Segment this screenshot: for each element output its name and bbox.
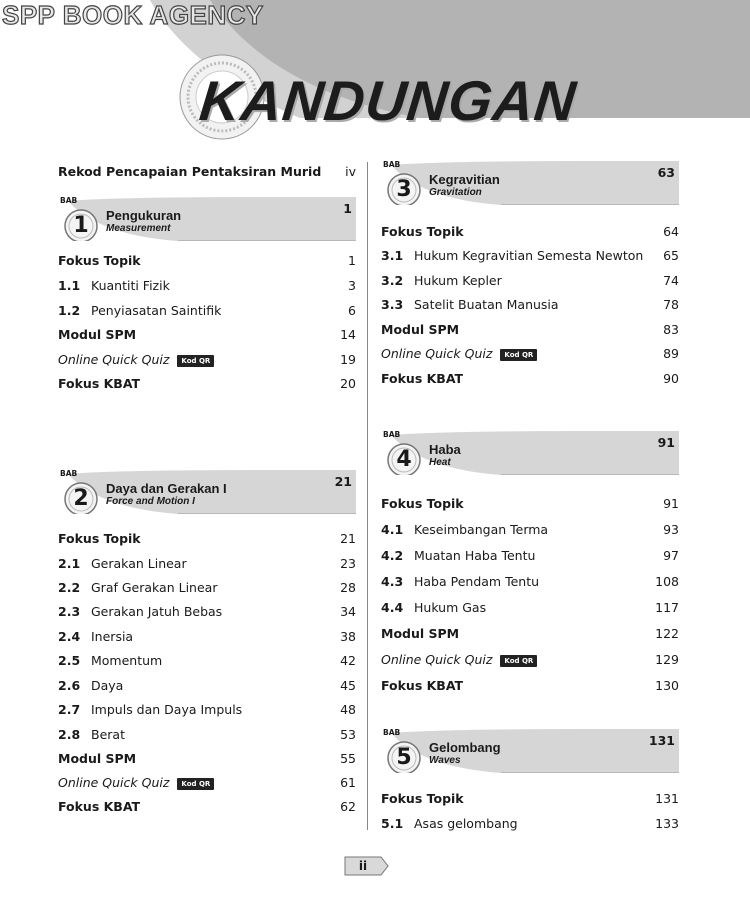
toc-entry[interactable]	[58, 578, 356, 598]
section-label: Haba Pendam Tentu	[414, 574, 540, 589]
quiz-label: Online Quick Quiz	[381, 346, 493, 361]
entry-label: Fokus Topik	[381, 224, 464, 239]
entry-label: Modul SPM	[58, 327, 137, 342]
chapter-subtitle: Measurement	[106, 223, 171, 234]
bab-label: BAB	[383, 160, 401, 169]
chapter-header[interactable]	[381, 727, 679, 773]
chapter-2	[58, 468, 356, 828]
toc-entry[interactable]	[381, 814, 679, 834]
bab-label: BAB	[60, 469, 78, 478]
entry-label: Fokus KBAT	[381, 371, 464, 386]
bab-label: BAB	[383, 728, 401, 737]
entry-page: 55	[340, 751, 356, 766]
watermark: SPP BOOK AGENCY	[2, 0, 264, 30]
toc-entry[interactable]	[381, 598, 679, 618]
toc-entry[interactable]	[58, 602, 356, 622]
entry-page: 65	[663, 248, 679, 263]
chapter-page: 131	[648, 733, 675, 748]
entry-page: 131	[655, 791, 679, 806]
entry-page: 130	[655, 678, 679, 693]
entry-page: 6	[348, 303, 356, 318]
section-label: Hukum Gas	[414, 600, 487, 615]
toc-entry[interactable]	[58, 301, 356, 321]
entry-page: 42	[340, 653, 356, 668]
section-label: Keseimbangan Terma	[414, 522, 549, 537]
section-number: 2.8	[58, 727, 81, 742]
toc-entry[interactable]	[381, 271, 679, 291]
section-number: 4.1	[381, 522, 404, 537]
toc-entry[interactable]	[58, 651, 356, 671]
entry-page: 122	[655, 626, 679, 641]
bab-label: BAB	[383, 430, 401, 439]
entry-page: 28	[340, 580, 356, 595]
section-number: 2.3	[58, 604, 81, 619]
section-label: Inersia	[91, 629, 134, 644]
chapter-title: Gelombang	[429, 740, 501, 755]
chapter-1	[58, 195, 356, 410]
entry-page: 83	[663, 322, 679, 337]
chapter-header[interactable]	[381, 159, 679, 205]
section-number: 3.2	[381, 273, 404, 288]
chapter-number: 4	[396, 447, 412, 472]
chapter-number: 1	[73, 213, 89, 238]
entry-page: 19	[340, 352, 356, 367]
section-number: 2.2	[58, 580, 81, 595]
chapter-banner	[381, 159, 679, 205]
entry-label: Fokus Topik	[58, 531, 141, 546]
page-number: ii	[358, 859, 368, 873]
toc-entry[interactable]	[381, 572, 679, 592]
chapter-3	[381, 159, 679, 394]
entry-page: 61	[340, 775, 356, 790]
entry-label: Fokus KBAT	[58, 376, 141, 391]
page-number-tab	[343, 856, 389, 876]
entry-page: 1	[348, 253, 356, 268]
section-label: Hukum Kegravitian Semesta Newton	[414, 248, 644, 263]
entry-page: 62	[340, 799, 356, 814]
entry-page: 133	[655, 816, 679, 831]
toc-entry[interactable]	[58, 325, 356, 345]
section-number: 2.5	[58, 653, 81, 668]
entry-page: 97	[663, 548, 679, 563]
toc-entry[interactable]	[58, 627, 356, 647]
toc-entry[interactable]	[58, 374, 356, 394]
toc-entry[interactable]	[58, 554, 356, 574]
section-label: Gerakan Linear	[91, 556, 187, 571]
entry-page: 23	[340, 556, 356, 571]
section-label: Muatan Haba Tentu	[414, 548, 536, 563]
section-label: Impuls dan Daya Impuls	[91, 702, 243, 717]
section-label: Berat	[91, 727, 125, 742]
section-number: 3.3	[381, 297, 404, 312]
section-label: Satelit Buatan Manusia	[414, 297, 559, 312]
toc-entry[interactable]	[58, 773, 356, 793]
page-title: KANDUNGAN	[196, 69, 580, 132]
section-label: Penyiasatan Saintifik	[91, 303, 222, 318]
chapter-banner	[58, 195, 356, 241]
toc-entry[interactable]	[58, 276, 356, 296]
section-label: Gerakan Jatuh Bebas	[91, 604, 223, 619]
chapter-subtitle: Gravitation	[429, 187, 482, 198]
entry-page: 93	[663, 522, 679, 537]
chapter-subtitle: Heat	[429, 457, 451, 468]
entry-page: 3	[348, 278, 356, 293]
chapter-header[interactable]	[58, 195, 356, 241]
chapter-5	[381, 727, 679, 837]
chapter-page: 63	[657, 165, 675, 180]
chapter-number: 3	[396, 177, 412, 202]
chapter-banner	[381, 727, 679, 773]
section-label: Hukum Kepler	[414, 273, 502, 288]
bab-label: BAB	[60, 196, 78, 205]
entry-label: Fokus KBAT	[381, 678, 464, 693]
chapter-header[interactable]	[58, 468, 356, 514]
quiz-label: Online Quick Quiz	[58, 775, 170, 790]
entry-page: 38	[340, 629, 356, 644]
entry-page: 34	[340, 604, 356, 619]
entry-page: 45	[340, 678, 356, 693]
section-number: 2.1	[58, 556, 81, 571]
chapter-banner	[381, 429, 679, 475]
entry-label: Fokus Topik	[381, 496, 464, 511]
chapter-title: Haba	[429, 442, 461, 457]
entry-label: Modul SPM	[58, 751, 137, 766]
entry-page: 90	[663, 371, 679, 386]
toc-entry[interactable]	[381, 246, 679, 266]
entry-label: Fokus Topik	[381, 791, 464, 806]
column-divider	[367, 162, 368, 830]
toc-entry[interactable]	[58, 749, 356, 769]
toc-entry[interactable]	[381, 320, 679, 340]
toc-entry[interactable]	[58, 700, 356, 720]
qr-code-badge[interactable]: Kod QR	[500, 349, 537, 361]
toc-entry[interactable]	[381, 624, 679, 644]
section-number: 4.4	[381, 600, 404, 615]
chapter-title: Kegravitian	[429, 172, 500, 187]
toc-entry[interactable]	[381, 369, 679, 389]
section-label: Asas gelombang	[414, 816, 518, 831]
chapter-page: 1	[343, 201, 352, 216]
entry-page: 89	[663, 346, 679, 361]
section-number: 5.1	[381, 816, 404, 831]
intro-page: iv	[345, 164, 356, 179]
entry-label: Modul SPM	[381, 322, 460, 337]
entry-page: 129	[655, 652, 679, 667]
section-number: 4.3	[381, 574, 404, 589]
toc-entry[interactable]	[381, 676, 679, 696]
entry-label: Fokus Topik	[58, 253, 141, 268]
chapter-page: 91	[657, 435, 675, 450]
chapter-header[interactable]	[381, 429, 679, 475]
section-number: 3.1	[381, 248, 404, 263]
qr-code-badge[interactable]: Kod QR	[177, 355, 214, 367]
toc-entry[interactable]	[381, 789, 679, 809]
section-number: 1.2	[58, 303, 81, 318]
toc-entry[interactable]	[381, 650, 679, 670]
entry-page: 21	[340, 531, 356, 546]
entry-page: 78	[663, 297, 679, 312]
toc-entry[interactable]	[381, 546, 679, 566]
toc-entry[interactable]	[381, 520, 679, 540]
quiz-label: Online Quick Quiz	[381, 652, 493, 667]
entry-page: 74	[663, 273, 679, 288]
intro-label: Rekod Pencapaian Pentaksiran Murid	[58, 164, 322, 179]
toc-entry[interactable]	[58, 350, 356, 370]
entry-label: Fokus KBAT	[58, 799, 141, 814]
entry-label: Modul SPM	[381, 626, 460, 641]
entry-page: 53	[340, 727, 356, 742]
entry-page: 108	[655, 574, 679, 589]
section-number: 4.2	[381, 548, 404, 563]
toc-entry[interactable]	[381, 222, 679, 242]
chapter-number: 2	[73, 486, 89, 511]
chapter-subtitle: Waves	[429, 755, 461, 766]
section-number: 2.7	[58, 702, 81, 717]
toc-entry[interactable]	[381, 295, 679, 315]
qr-code-badge[interactable]: Kod QR	[177, 778, 214, 790]
entry-page: 20	[340, 376, 356, 391]
section-number: 2.6	[58, 678, 81, 693]
entry-page: 117	[655, 600, 679, 615]
section-label: Kuantiti Fizik	[91, 278, 170, 293]
entry-page: 64	[663, 224, 679, 239]
entry-page: 14	[340, 327, 356, 342]
section-label: Daya	[91, 678, 124, 693]
toc-entry[interactable]	[58, 676, 356, 696]
toc-entry[interactable]	[381, 494, 679, 514]
toc-entry[interactable]	[58, 251, 356, 271]
toc-entry[interactable]	[58, 797, 356, 817]
chapter-subtitle: Force and Motion I	[106, 496, 195, 507]
toc-entry[interactable]	[381, 344, 679, 364]
chapter-page: 21	[334, 474, 352, 489]
intro-entry[interactable]	[58, 162, 356, 182]
chapter-title: Pengukuran	[106, 208, 182, 223]
section-number: 2.4	[58, 629, 81, 644]
entry-page: 48	[340, 702, 356, 717]
qr-code-badge[interactable]: Kod QR	[500, 655, 537, 667]
entry-page: 91	[663, 496, 679, 511]
section-number: 1.1	[58, 278, 81, 293]
chapter-title: Daya dan Gerakan I	[106, 481, 227, 496]
header	[0, 0, 750, 148]
chapter-4	[381, 429, 679, 699]
section-label: Momentum	[91, 653, 163, 668]
quiz-label: Online Quick Quiz	[58, 352, 170, 367]
chapter-number: 5	[396, 745, 412, 770]
section-label: Graf Gerakan Linear	[91, 580, 218, 595]
toc-entry[interactable]	[58, 529, 356, 549]
toc-entry[interactable]	[58, 725, 356, 745]
